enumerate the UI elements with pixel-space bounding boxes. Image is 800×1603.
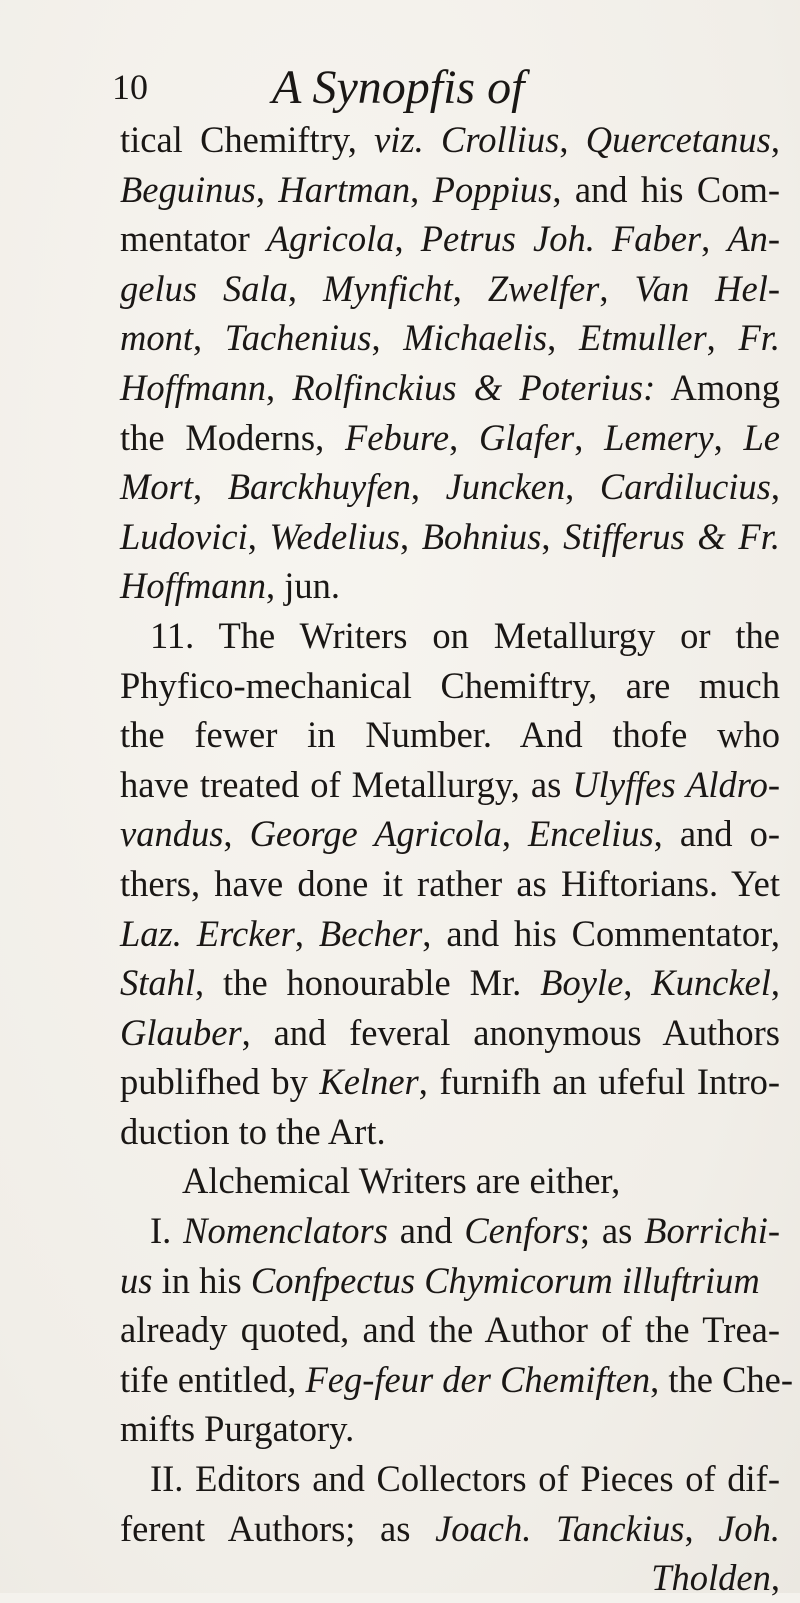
italic-run: Confpectus Chymicorum illuftrium: [250, 1259, 760, 1301]
text-line: [120, 1454, 780, 1504]
text-line: [120, 909, 780, 959]
italic-run: Lemery: [604, 416, 714, 458]
italic-run: An-: [727, 218, 781, 260]
text-line: [120, 264, 780, 314]
text-line: [120, 958, 780, 1008]
text-run: , and feveral anonymous Authors: [241, 1011, 780, 1053]
italic-run: Zwelfer: [487, 267, 600, 309]
text-run: thers, have done it rather as Hiftorians. Yet: [120, 862, 780, 904]
text-run: Among: [655, 366, 780, 408]
text-line: [120, 363, 780, 413]
text-run: the Moderns,: [120, 416, 346, 458]
text-run: I.: [150, 1210, 184, 1252]
italic-run: Borrichi-: [644, 1210, 780, 1252]
text-line: [120, 413, 780, 463]
italic-run: Petrus Joh. Faber: [420, 218, 702, 260]
italic-run: vandus: [120, 813, 224, 855]
italic-run: Stahl: [120, 962, 196, 1004]
text-run: ,: [684, 1507, 719, 1549]
italic-run: Rolfinckius & Poterius:: [292, 366, 656, 408]
text-line: [120, 1404, 780, 1454]
text-run: , the Che-: [650, 1358, 794, 1400]
italic-run: Etmuller: [578, 317, 707, 359]
text-run: ,: [255, 168, 279, 210]
text-run: ,: [706, 317, 739, 359]
text-line: [120, 561, 780, 611]
text-run: ,: [449, 416, 479, 458]
text-run: in his: [152, 1259, 251, 1301]
italic-run: Agricola: [266, 218, 395, 260]
italic-run: Becher: [318, 912, 423, 954]
text-run: ,: [559, 119, 586, 160]
italic-run: Ulyffes Aldro-: [572, 763, 781, 805]
text-run: ,: [193, 466, 228, 508]
text-run: ,: [294, 912, 319, 954]
italic-run: Joach. Tanckius: [435, 1507, 685, 1549]
italic-run: Kelner: [319, 1061, 419, 1103]
text-run: already quoted, and the Author of the Trea-: [120, 1309, 780, 1351]
text-line: [120, 809, 780, 859]
italic-run: Michaelis: [403, 317, 548, 359]
italic-run: Juncken: [445, 466, 566, 508]
italic-run: Mynficht: [323, 267, 453, 309]
italic-run: Febure: [345, 416, 450, 458]
text-run: ,: [770, 119, 781, 160]
text-run: ,: [410, 168, 433, 210]
italic-run: us: [120, 1259, 153, 1301]
italic-run: Hoffmann: [120, 366, 266, 408]
italic-run: Quercetanus: [585, 119, 771, 160]
text-line: [120, 710, 780, 760]
italic-run: Cardilucius: [599, 466, 771, 508]
text-run: , jun.: [266, 565, 341, 607]
text-run: Alchemical Writers are either,: [182, 1160, 621, 1202]
text-run: ,: [399, 515, 422, 557]
text-run: ,: [623, 962, 652, 1004]
italic-run: Poppius: [432, 168, 553, 210]
text-line: [120, 859, 780, 909]
italic-run: Hoffmann: [120, 565, 266, 607]
text-run: ,: [287, 267, 323, 309]
italic-run: Laz. Ercker: [120, 912, 295, 954]
text-run: ,: [223, 813, 250, 855]
text-run: ,: [394, 218, 421, 260]
text-run: tife entitled,: [120, 1358, 306, 1400]
text-run: have treated of Metallurgy, as: [120, 763, 573, 805]
italic-run: Van Hel-: [634, 267, 781, 309]
text-line: [120, 1008, 780, 1058]
text-line: [120, 1355, 794, 1405]
text-run: , furnifh an ufeful Intro-: [418, 1061, 781, 1103]
italic-run: Glafer: [478, 416, 575, 458]
text-run: the fewer in Number. And thofe who: [120, 714, 780, 756]
text-run: Phyfico-mechanical Chemiftry, are much: [120, 664, 780, 706]
text-run: ,: [247, 515, 270, 557]
text-run: and: [387, 1210, 465, 1252]
italic-run: gelus Sala: [120, 267, 288, 309]
text-run: , and o-: [653, 813, 780, 855]
text-run: , and his Commentator,: [422, 912, 780, 954]
text-run: , and his Com-: [552, 168, 781, 210]
text-run: ,: [541, 515, 564, 557]
text-line: [120, 1206, 780, 1256]
text-run: ,: [371, 317, 404, 359]
italic-run: Cenfors: [464, 1210, 580, 1252]
text-run: duction to the Art.: [120, 1110, 386, 1152]
italic-run: Le: [743, 416, 780, 458]
text-line: [120, 661, 780, 711]
italic-run: Encelius: [527, 813, 654, 855]
italic-run: Nomenclators: [183, 1210, 388, 1252]
text-run: tical Chemiftry,: [120, 119, 375, 160]
text-run: ,: [193, 317, 225, 359]
text-run: II. Editors and Collectors of Pieces of dif-: [150, 1458, 780, 1500]
italic-run: Boyle: [540, 962, 624, 1004]
text-line: [120, 165, 780, 215]
italic-run: viz. Crollius: [374, 119, 560, 160]
text-run: ,: [501, 813, 528, 855]
text-line: [120, 214, 780, 264]
page-number: 10: [112, 67, 148, 107]
text-line: [120, 1107, 780, 1157]
text-run: ,: [452, 267, 488, 309]
running-title: A Synopfis of: [272, 61, 525, 114]
text-line: [120, 1057, 780, 1107]
text-run: ; as: [579, 1210, 645, 1252]
italic-run: George Agricola: [249, 813, 502, 855]
italic-run: Tholden: [651, 1557, 771, 1599]
text-line: [120, 760, 780, 810]
text-run: ,: [713, 416, 744, 458]
text-line: [120, 1305, 780, 1355]
italic-run: mont: [120, 317, 193, 359]
text-run: mentator: [120, 218, 267, 260]
italic-run: Wedelius: [269, 515, 400, 557]
italic-run: Glauber: [120, 1011, 242, 1053]
italic-run: Mort: [120, 466, 193, 508]
text-line: [120, 611, 780, 661]
text-run: ferent Authors; as: [120, 1507, 436, 1549]
text-line: [120, 115, 780, 165]
text-run: ,: [565, 466, 600, 508]
text-run: ,: [266, 366, 293, 408]
text-run: ,: [701, 218, 728, 260]
text-run: , the honourable Mr.: [195, 962, 541, 1004]
text-line: [120, 1156, 780, 1206]
italic-run: Joh.: [718, 1507, 781, 1549]
text-line: [120, 313, 780, 363]
italic-run: Stifferus & Fr.: [563, 515, 780, 557]
text-run: ,: [547, 317, 579, 359]
text-run: ,: [410, 466, 446, 508]
text-run: mifts Purgatory.: [120, 1408, 355, 1450]
text-line: [120, 512, 780, 562]
text-run: ,: [574, 416, 605, 458]
italic-run: Bohnius: [421, 515, 542, 557]
text-line: [120, 1504, 780, 1554]
italic-run: Tachenius: [224, 317, 372, 359]
text-run: ,: [770, 962, 780, 1004]
text-line: [120, 462, 780, 512]
italic-run: Kunckel: [651, 962, 771, 1004]
italic-run: Barckhuyfen: [227, 466, 411, 508]
text-run: 11. The Writers on Metallurgy or the: [150, 614, 780, 656]
text-line: [120, 1553, 780, 1603]
text-run: ,: [770, 466, 781, 508]
italic-run: Beguinus: [120, 168, 256, 210]
text-line: [120, 1256, 780, 1306]
text-run: ,: [770, 1557, 780, 1599]
italic-run: Fr.: [738, 317, 781, 359]
italic-run: Feg-feur der Chemiften: [305, 1358, 651, 1400]
body-text: [120, 115, 794, 1603]
italic-run: Ludovici: [120, 515, 248, 557]
text-run: publifhed by: [120, 1061, 320, 1103]
text-run: ,: [599, 267, 635, 309]
italic-run: Hartman: [278, 168, 411, 210]
